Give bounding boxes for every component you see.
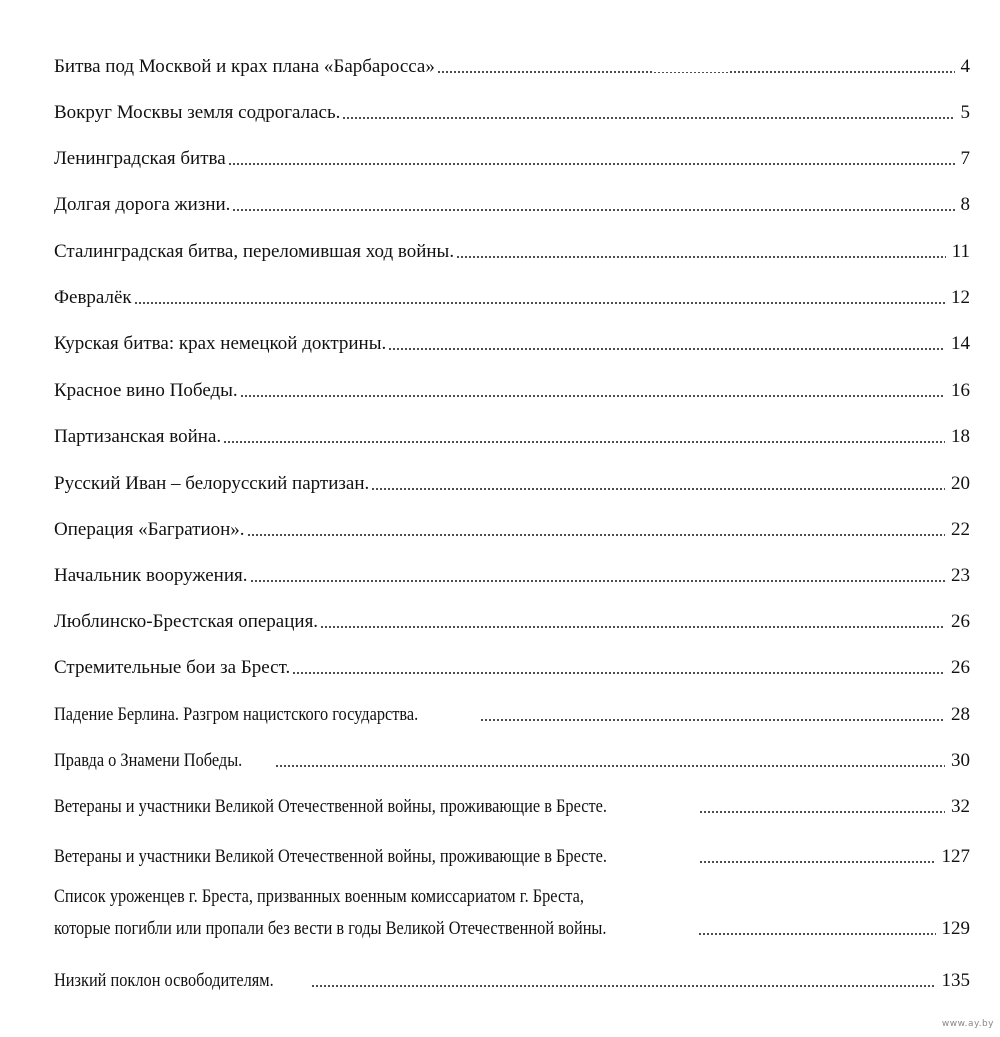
toc-entry[interactable] <box>54 838 970 868</box>
dot-leader <box>275 765 945 767</box>
toc-entry-page: 16 <box>951 380 970 401</box>
toc-entry-title-line2: которые погибли или пропали без вести в годы Великой Отечественной войны. <box>54 918 607 939</box>
toc-entry-page: 32 <box>951 796 970 817</box>
dot-leader <box>699 811 945 813</box>
dot-leader <box>292 672 945 674</box>
toc-entry-page: 4 <box>960 56 970 77</box>
toc-entry[interactable] <box>54 418 970 448</box>
dot-leader <box>699 861 936 863</box>
toc-entry-title: Падение Берлина. Разгром нацистского государства. <box>54 704 419 725</box>
toc-entry-title: Ветераны и участники Великой Отечественной войны, проживающие в Бресте. <box>54 796 607 817</box>
toc-entry[interactable] <box>54 603 970 633</box>
toc-entry-page: 129 <box>941 918 970 939</box>
toc-entry-page: 8 <box>960 194 970 215</box>
toc-entry-title: Курская битва: крах немецкой доктрины. <box>54 333 387 354</box>
toc-entry-title: Вокруг Москвы земля содрогалась. <box>54 102 341 123</box>
toc-entry-title: Низкий поклон освободителям. <box>54 970 274 991</box>
toc-entry-page: 18 <box>951 426 970 447</box>
toc-entry-title: Долгая дорога жизни. <box>54 194 231 215</box>
dot-leader <box>134 302 945 304</box>
toc-entry-page: 127 <box>941 846 970 867</box>
toc-entry-title: Операция «Багратион». <box>54 519 245 540</box>
dot-leader <box>247 534 945 536</box>
toc-entry-page: 12 <box>951 287 970 308</box>
toc-entry[interactable] <box>54 742 970 772</box>
dot-leader <box>250 580 946 582</box>
toc-entry[interactable] <box>54 696 970 726</box>
toc-entry-page: 22 <box>951 519 970 540</box>
watermark: www.ay.by <box>941 1019 994 1029</box>
toc-entry-page: 5 <box>960 102 970 123</box>
dot-leader <box>342 117 954 119</box>
dot-leader <box>320 626 945 628</box>
dot-leader <box>232 209 954 211</box>
toc-entry[interactable] <box>54 511 970 541</box>
toc-entry[interactable] <box>54 465 970 495</box>
dot-leader <box>480 719 945 721</box>
toc-entry-title: Битва под Москвой и крах плана «Барбаросса» <box>54 56 435 77</box>
dot-leader <box>388 348 945 350</box>
toc-entry-page: 28 <box>951 704 970 725</box>
toc-entry-title: Правда о Знамени Победы. <box>54 750 243 771</box>
toc-entry-multiline[interactable] <box>54 884 970 940</box>
toc-entry-page: 26 <box>951 611 970 632</box>
toc-entry-title: Стремительные бои за Брест. <box>54 657 291 678</box>
toc-entry-page: 23 <box>951 565 970 586</box>
dot-leader <box>228 163 955 165</box>
toc-entry[interactable] <box>54 140 970 170</box>
toc-entry-title: Сталинградская битва, переломившая ход войны. <box>54 241 455 262</box>
dot-leader <box>371 488 945 490</box>
toc-entry-page: 7 <box>960 148 970 169</box>
toc-entry-title: Ленинградская битва <box>54 148 226 169</box>
toc-entry-title: Февралёк <box>54 287 132 308</box>
toc-entry-page: 30 <box>951 750 970 771</box>
toc-entry-line2 <box>54 910 970 940</box>
toc-entry[interactable] <box>54 962 970 992</box>
toc-entry-page: 135 <box>941 970 970 991</box>
toc-entry-title: Русский Иван – белорусский партизан. <box>54 473 370 494</box>
dot-leader <box>240 395 945 397</box>
toc-entry-title: Ветераны и участники Великой Отечественной войны, проживающие в Бресте. <box>54 846 607 867</box>
toc-entry[interactable] <box>54 48 970 78</box>
toc-entry[interactable] <box>54 649 970 679</box>
toc-entry[interactable] <box>54 186 970 216</box>
toc-entry-title: Люблинско-Брестская операция. <box>54 611 319 632</box>
dot-leader <box>223 441 945 443</box>
toc-entry-page: 26 <box>951 657 970 678</box>
toc-entry-title: Партизанская война. <box>54 426 222 447</box>
toc-entry-title: Начальник вооружения. <box>54 565 248 586</box>
toc-entry-page: 11 <box>951 241 970 262</box>
toc-entry-page: 14 <box>951 333 970 354</box>
toc-entry[interactable] <box>54 233 970 263</box>
toc-entry[interactable] <box>54 325 970 355</box>
toc-entry[interactable] <box>54 557 970 587</box>
dot-leader <box>456 256 946 258</box>
toc-entry[interactable] <box>54 372 970 402</box>
dot-leader <box>698 933 935 935</box>
toc-entry-page: 20 <box>951 473 970 494</box>
toc-entry[interactable] <box>54 279 970 309</box>
toc-entry[interactable] <box>54 788 970 818</box>
toc-entry-title: Красное вино Победы. <box>54 380 238 401</box>
print-gap <box>654 52 729 72</box>
dot-leader <box>311 985 935 987</box>
toc-entry[interactable] <box>54 94 970 124</box>
toc-entry-title-line1: Список уроженцев г. Бреста, призванных военным комиссариатом г. Бреста, <box>54 886 584 907</box>
